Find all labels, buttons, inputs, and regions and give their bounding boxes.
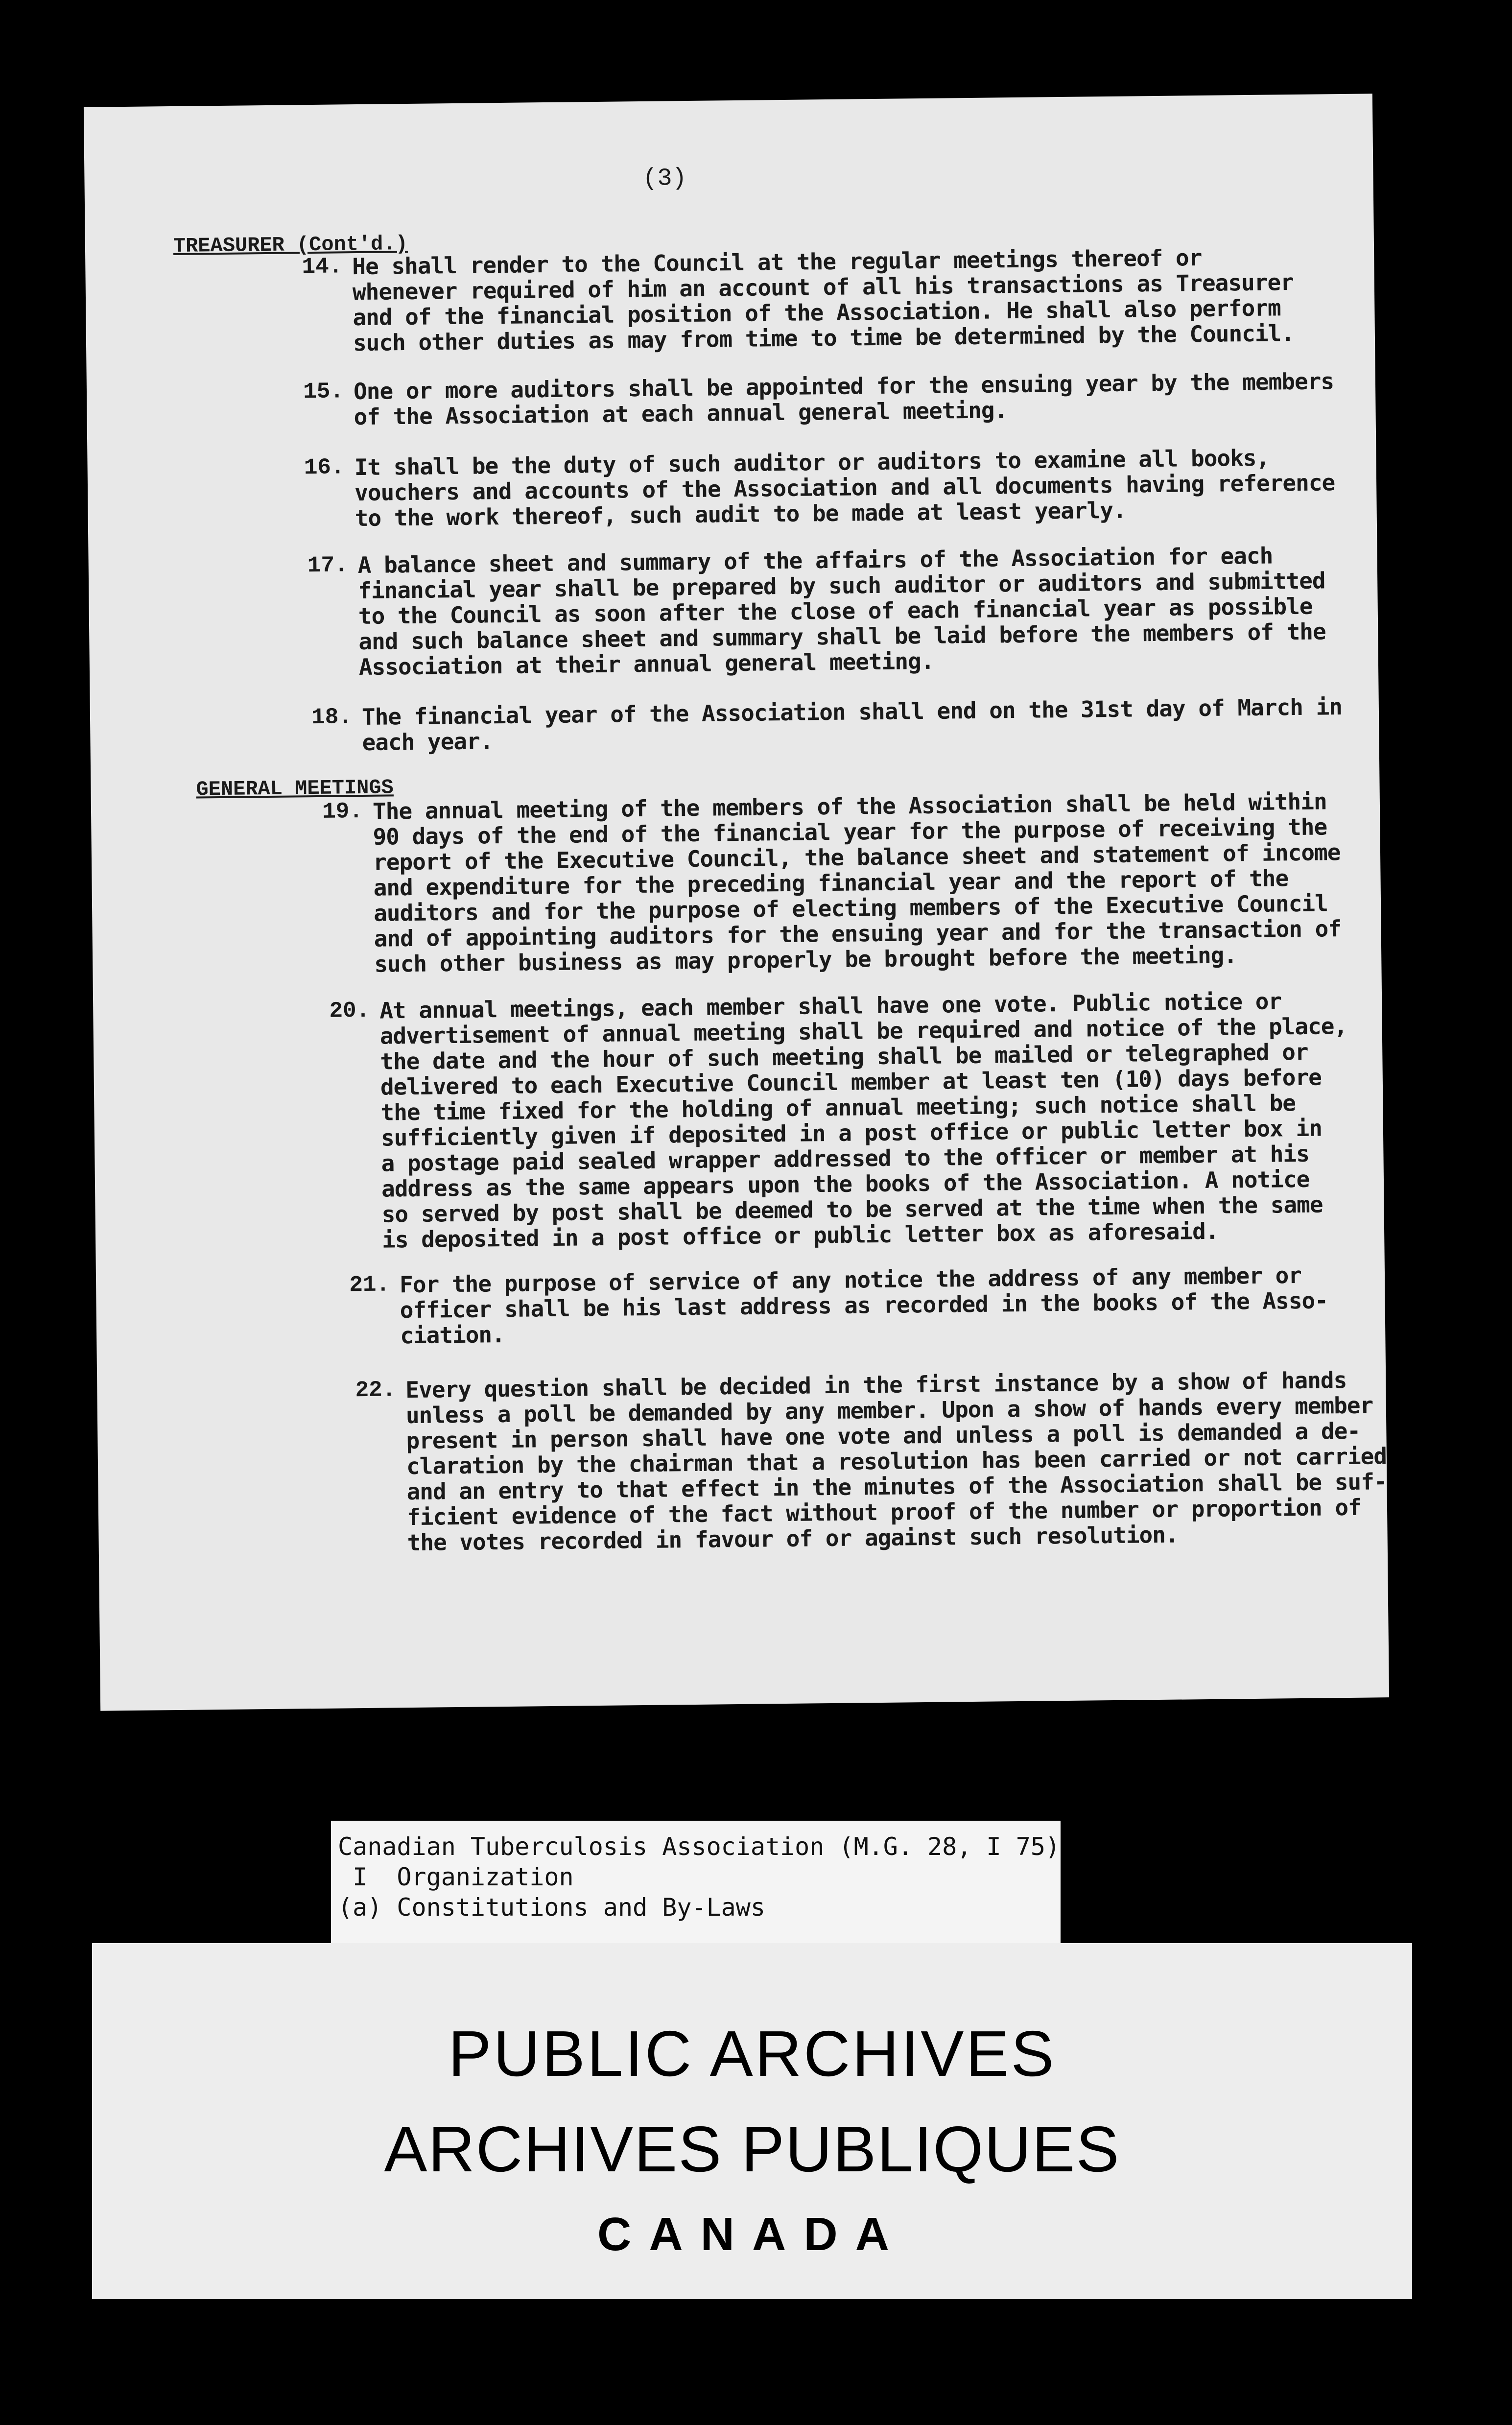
clause-22 [355, 1367, 1388, 1556]
clause-text: Every question shall be decided in the first instance by a show of hands unless a poll be demanded by any member. Upon a show of hands every member present in person shall have one vote and unless a poll is demanded a de- claration by the chairman that a resolution has been carried or not carried and an entry to that effect in the minutes of the Association shall be suf- ficient evidence of the fact without proof of the number or proportion of the votes recorded in favour of or against such resolution. [405, 1367, 1387, 1556]
clause-number: 21. [349, 1272, 390, 1298]
clause-17 [307, 542, 1326, 681]
clause-number: 19. [322, 798, 363, 825]
clause-text: At annual meetings, each member shall have one vote. Public notice or advertisement of annual meeting shall be required and notice of the place, the date and the hour of such meeting shall be mailed or telegraphed or delivered to each Executive Council member at least ten (10) days before the time fixed for the holding of annual meeting; such notice shall be sufficiently given if deposited in a post office or public letter box in a postage paid sealed wrapper addressed to the officer or member at his address as the same appears upon the books of the Association. A notice so served by post shall be deemed to be served at the time when the same is deposited in a post office or public letter box as aforesaid. [379, 988, 1347, 1253]
clause-number: 16. [304, 454, 345, 481]
clause-16 [304, 444, 1335, 532]
banner-country: CANADA [597, 2208, 907, 2260]
clause-text: One or more auditors shall be appointed for the ensuing year by the members of the Association at each annual general meeting. [353, 368, 1334, 430]
banner-english-title: PUBLIC ARCHIVES [448, 2018, 1056, 2090]
banner-french-title: ARCHIVES PUBLIQUES [384, 2113, 1120, 2185]
page-number: (3) [642, 164, 687, 193]
label-fonds-line: Canadian Tuberculosis Association (M.G. 28, I 75) [338, 1832, 1061, 1861]
clause-number: 18. [311, 704, 353, 731]
clause-number: 14. [302, 254, 343, 280]
clause-15 [303, 368, 1334, 430]
clause-number: 20. [329, 998, 370, 1024]
clause-text: A balance sheet and summary of the affairs of the Association for each financial year shall be prepared by such auditor or auditors and submitted to the Council as soon after the close of each financial year as possible and such balance sheet and summary shall be laid before the members of the Association at their annual general meeting. [357, 542, 1326, 681]
clause-text: For the purpose of service of any notice the address of any member or officer shall be his last address as recorded in the books of the Asso- ciation. [399, 1261, 1328, 1349]
clause-19 [322, 788, 1342, 977]
clause-21 [349, 1261, 1328, 1349]
clause-20 [329, 988, 1349, 1253]
section-heading-general-meetings: GENERAL MEETINGS [196, 776, 394, 802]
section-heading-treasurer: TREASURER (Cont'd.) [173, 232, 408, 258]
catalogue-label [331, 1821, 1061, 1952]
clause-number: 17. [307, 552, 349, 579]
clause-number: 15. [303, 379, 344, 405]
label-subseries-line: (a) Constitutions and By-Laws [338, 1893, 765, 1922]
clause-14 [302, 244, 1295, 357]
archives-banner [92, 1943, 1412, 2299]
clause-text: It shall be the duty of such auditor or auditors to examine all books, vouchers and accounts of the Association and all documents having reference to the work thereof, such audit to be made at least yearly. [354, 444, 1335, 532]
clause-18 [311, 693, 1343, 756]
clause-text: The financial year of the Association shall end on the 31st day of March in each year. [361, 693, 1343, 756]
document-page [84, 94, 1389, 1711]
clause-text: The annual meeting of the members of the Association shall be held within 90 days of the end of the financial year for the purpose of receiving the report of the Executive Council, the balance sheet and statement of income and expenditure for the preceding financial year and the report of the auditors and for the purpose of electing members of the Executive Council and of appointing auditors for the ensuing year and for the transaction of such other business as may properly be brought before the meeting. [372, 788, 1342, 977]
label-series-line: I Organization [338, 1863, 574, 1891]
clause-number: 22. [355, 1377, 396, 1403]
clause-text: He shall render to the Council at the regular meetings thereof or whenever required of him an account of all his transactions as Treasurer and of the financial position of the Association. He shall also perform such other duties as may from time to time be determined by the Council. [352, 244, 1295, 357]
